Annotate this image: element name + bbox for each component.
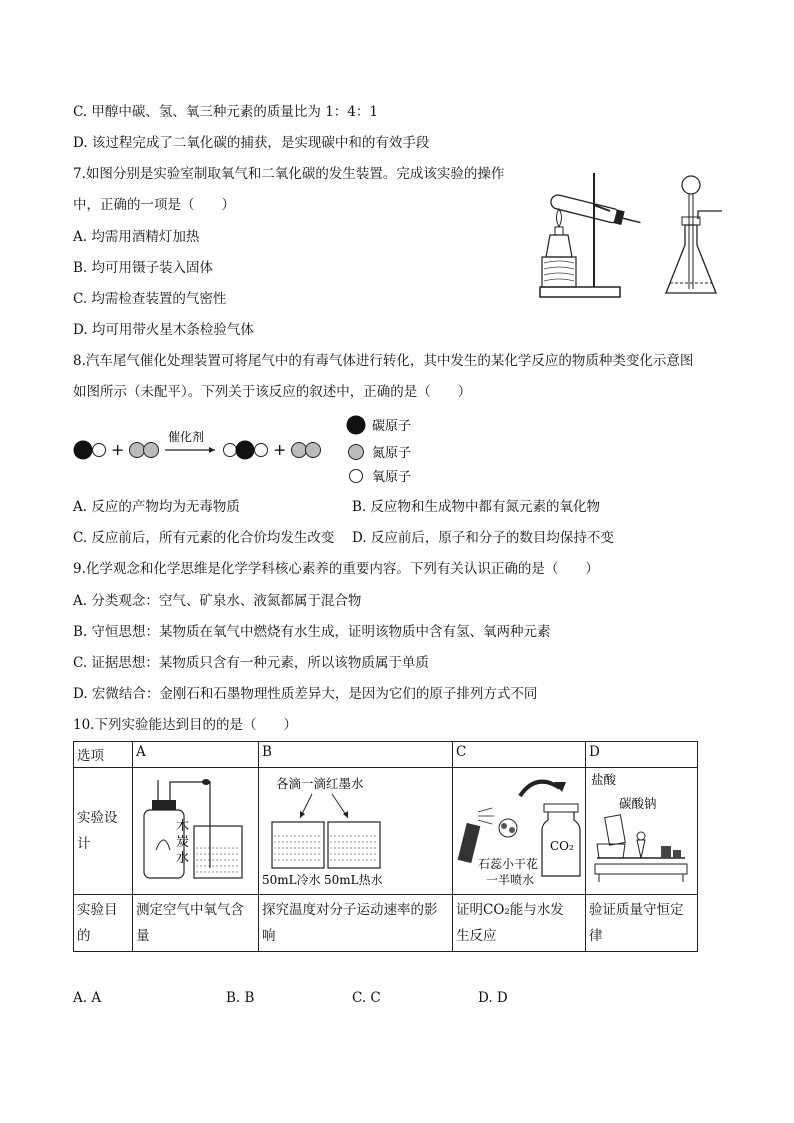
design-b-cell xyxy=(259,768,453,895)
legend-carbon: 碳原子 xyxy=(372,419,412,434)
oxygen-atom-icon xyxy=(93,444,106,457)
q8-option-a: A. 反应的产物均为无毒物质 xyxy=(73,499,240,515)
q7-option-c: C. 均需检查装置的气密性 xyxy=(73,291,227,307)
q9-option-c: C. 证据思想：某物质只含有一种元素，所以该物质属于单质 xyxy=(73,655,429,671)
curved-arrow-icon xyxy=(520,782,560,796)
q10-options-table xyxy=(73,741,698,952)
beaker xyxy=(194,826,242,878)
label-hcl: 盐酸 xyxy=(591,772,617,787)
label-charcoal-1: 木 xyxy=(176,819,190,834)
purpose-c: 证明CO₂能与水发生反应 xyxy=(456,902,564,944)
col-a-header: A xyxy=(133,742,259,768)
q8-option-d: D. 反应前后，原子和分子的数目均保持不变 xyxy=(352,530,614,546)
q7-option-b: B. 均可用镊子装入固体 xyxy=(73,260,214,276)
test-tube xyxy=(605,815,626,845)
design-c-cell xyxy=(453,768,586,895)
q8-stem-line2: 如图所示（未配平）。下列关于该反应的叙述中，正确的是（ ） xyxy=(73,384,472,400)
q9-option-b: B. 守恒思想：某物质在氧气中燃烧有水生成，证明该物质中含有氢、氧两种元素 xyxy=(73,624,551,640)
q10-answer-d: D. D xyxy=(478,990,508,1006)
label-red-ink: 各滴一滴红墨水 xyxy=(276,776,364,791)
q7-apparatus-figure xyxy=(530,165,730,305)
weight-icon xyxy=(661,846,671,858)
row-label-design: 实验设计 xyxy=(77,810,118,852)
catalyst-label: 催化剂 xyxy=(168,430,205,444)
oxygen-atom-icon xyxy=(224,444,237,457)
label-water: 水 xyxy=(176,851,190,866)
beaker-cold xyxy=(272,822,324,868)
label-charcoal-2: 炭 xyxy=(176,835,190,850)
spray-bottle xyxy=(458,823,481,863)
plus-sign: + xyxy=(111,440,125,459)
purpose-b: 探究温度对分子运动速率的影响 xyxy=(262,902,438,944)
col-b-header: B xyxy=(259,742,453,768)
design-d-figure xyxy=(589,770,694,888)
q7-stem-line1: 7.如图分别是实验室制取氧气和二氧化碳的发生装置。完成该实验的操作 xyxy=(73,166,505,182)
q10-answer-c: C. C xyxy=(352,990,381,1006)
nitrogen-atom-icon xyxy=(130,443,145,458)
design-c-figure xyxy=(456,770,582,888)
design-a-cell xyxy=(133,768,259,895)
purpose-a: 测定空气中氧气含量 xyxy=(136,902,244,944)
long-neck-funnel xyxy=(682,176,700,194)
label-cold-water: 50mL冷水 xyxy=(262,873,321,887)
alcohol-lamp xyxy=(546,235,572,257)
clamp-icon xyxy=(202,779,210,785)
q7-option-a: A. 均需用酒精灯加热 xyxy=(73,229,200,245)
oxygen-atom-icon xyxy=(350,470,363,483)
beaker-hot xyxy=(328,822,380,868)
oxygen-atom-icon xyxy=(255,444,268,457)
row-label-purpose: 实验目的 xyxy=(77,902,118,944)
test-tube xyxy=(549,194,620,225)
col-c-header: C xyxy=(453,742,586,768)
stand-base xyxy=(540,287,620,297)
q9-stem: 9.化学观念和化学思维是化学学科核心素养的重要内容。下列有关认识正确的是（ ） xyxy=(73,561,599,577)
q10-answer-b: B. B xyxy=(226,990,255,1006)
design-d-cell xyxy=(586,768,698,895)
q10-answer-a: A. A xyxy=(73,990,102,1006)
design-a-figure xyxy=(136,770,255,888)
beaker xyxy=(597,844,625,858)
carbon-atom-icon xyxy=(74,441,93,460)
q8-option-c: C. 反应前后，所有元素的化合价均发生改变 xyxy=(73,530,335,546)
balance-base xyxy=(595,864,687,874)
q8-atom-legend xyxy=(344,414,454,488)
q10-stem: 10.下列实验能达到目的的是（ ） xyxy=(73,717,297,733)
q7-stem-line2: 中，正确的一项是（ ） xyxy=(73,197,235,213)
nitrogen-atom-icon xyxy=(306,443,321,458)
legend-oxygen: 氧原子 xyxy=(372,470,412,485)
label-litmus-flower: 石蕊小干花 xyxy=(478,857,539,871)
nitrogen-atom-icon xyxy=(349,445,364,460)
purpose-d: 验证质量守恒定律 xyxy=(589,902,684,944)
flower-icon xyxy=(499,819,517,837)
design-b-figure xyxy=(262,770,449,888)
wood-block xyxy=(542,257,576,287)
label-hot-water: 50mL热水 xyxy=(324,873,383,887)
nitrogen-atom-icon xyxy=(144,443,159,458)
q9-option-a: A. 分类观念：空气、矿泉水、液氮都属于混合物 xyxy=(73,593,362,609)
q9-option-d: D. 宏微结合：金刚石和石墨物理性质差异大，是因为它们的原子排列方式不同 xyxy=(73,686,538,702)
q6-option-d: D. 该过程完成了二氧化碳的捕获，是实现碳中和的有效手段 xyxy=(73,135,430,151)
q6-option-c: C. 甲醇中碳、氢、氧三种元素的质量比为 1：4：1 xyxy=(73,104,378,120)
q8-option-b: B. 反应物和生成物中都有氮元素的氧化物 xyxy=(352,499,601,515)
nitrogen-atom-icon xyxy=(292,443,307,458)
label-sodium-carbonate: 碳酸钠 xyxy=(619,796,657,811)
legend-nitrogen: 氮原子 xyxy=(372,446,412,461)
flame-icon xyxy=(557,209,562,227)
col-d-header: D xyxy=(586,742,698,768)
q7-option-d: D. 均可用带火星木条检验气体 xyxy=(73,322,254,338)
carbon-atom-icon xyxy=(347,416,366,435)
row-label-option: 选项 xyxy=(74,742,133,768)
carbon-atom-icon xyxy=(236,441,255,460)
label-co2: CO₂ xyxy=(550,839,574,853)
label-half-spray: 一半喷水 xyxy=(486,873,535,887)
q8-stem-line1: 8.汽车尾气催化处理装置可将尾气中的有毒气体进行转化，其中发生的某化学反应的物质种类变化示意图 xyxy=(73,353,694,369)
plus-sign: + xyxy=(273,440,287,459)
